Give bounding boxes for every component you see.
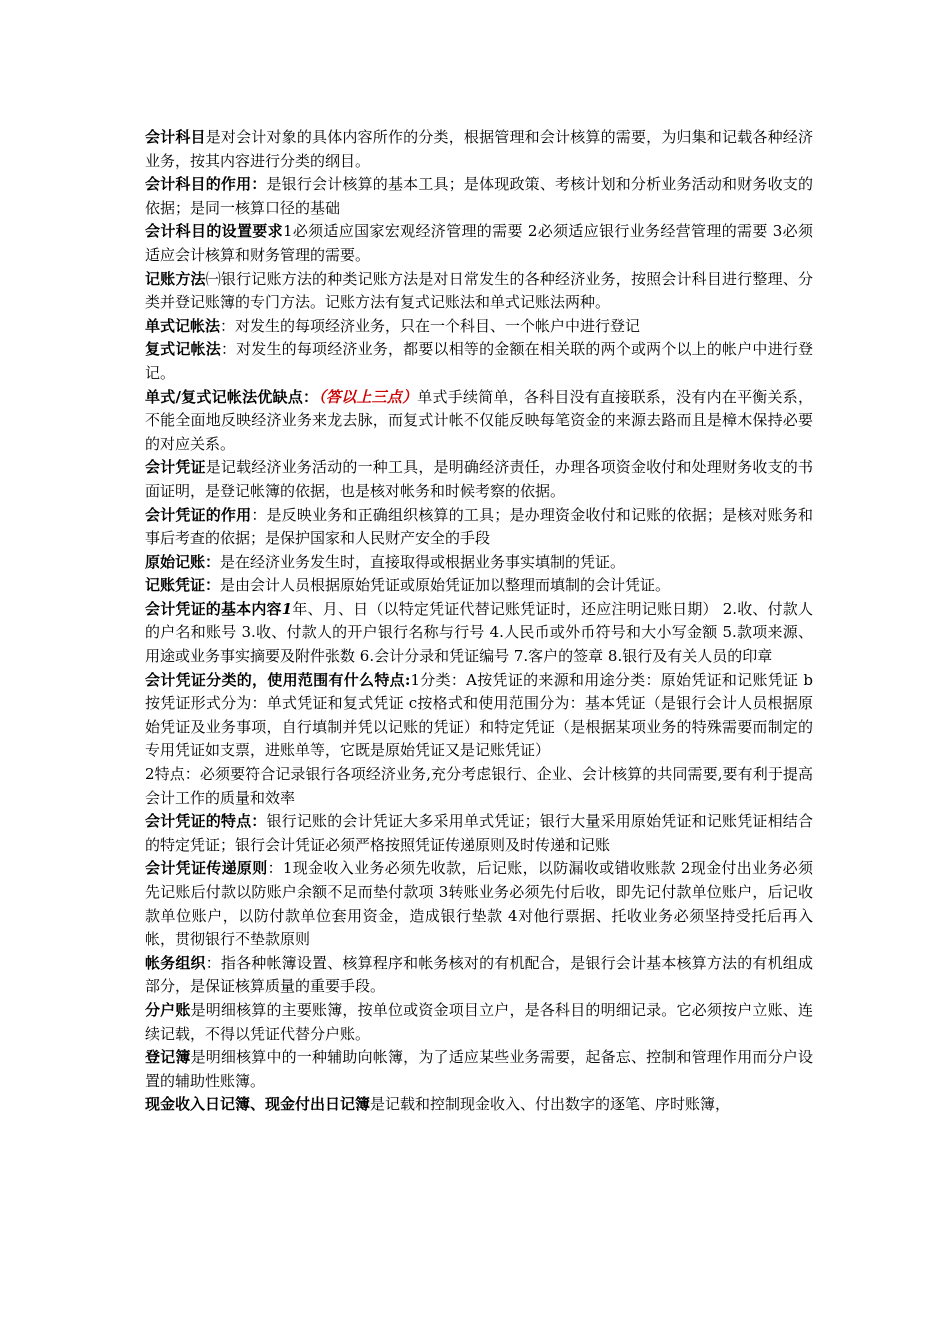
paragraph-cash-journal: [145, 1093, 813, 1117]
body-text: 是银行会计核算的基本工具；是体现政策、考核计划和分析业务活动和财务收支的依据；是同一核算口径的基础: [145, 175, 813, 217]
paragraph-subject-requirements: [145, 220, 813, 267]
paragraph-classification-features: [145, 763, 813, 810]
body-text: ㈠银行记账方法的种类记账方法是对日常发生的各种经济业务，按照会计科目进行整理、分类并登记账簿的专门方法。记账方法有复式记账法和单式记账法两种。: [145, 269, 813, 312]
body-text: 单式手续简单，各科目没有直接联系，没有内在平衡关系，不能全面地反映经济业务来龙去脉，而复式计帐不仅能反映每笔资金的来源去路而且是樟木保持必要的对应关系。: [145, 387, 813, 453]
term: 现金收入日记簿、现金付出日记簿: [145, 1095, 371, 1114]
term: 记账凭证：: [145, 576, 221, 595]
paragraph-voucher-classification: [145, 669, 813, 763]
paragraph-voucher-function: [145, 504, 813, 551]
body-text: ：指各种帐簿设置、核算程序和帐务核对的有机配合，是银行会计基本核算方法的有机组成部分，是保证核算质量的重要手段。: [145, 953, 813, 996]
answer-note: （答以上三点）: [318, 387, 418, 406]
body-text: 1必须适应国家宏观经济管理的需要 2必须适应银行业务经营管理的需要 3必须适应会计核算和财务管理的需要。: [145, 222, 813, 264]
body-text: 是在经济业务发生时，直接取得或根据业务事实填制的凭证。: [220, 552, 626, 571]
body-text: 年、月、日（以特定凭证代替记账凭证时，还应注明记账日期） 2.收、付款人的户名和账号 3.收、付款人的开户银行名称与行号 4.人民币或外币符号和大小写金额 5.款项来源、用途或业务事实摘要及附件张数 6.会计分录和凭证编号 7.客户的签章 8.银行及有关人员的印章: [145, 599, 813, 666]
paragraph-original-record: [145, 551, 813, 575]
body-text: ：对发生的每项经济业务，只在一个科目、一个帐户中进行登记: [220, 316, 641, 335]
paragraph-voucher: [145, 456, 813, 503]
body-text: 是记载经济业务活动的一种工具，是明确经济责任，办理各项资金收付和处理财务收支的书面证明，是登记帐簿的依据，也是核对帐务和时候考察的依据。: [145, 458, 813, 500]
paragraph-subject-function: [145, 173, 813, 220]
term: 记账方法: [145, 269, 206, 288]
term: 复式记帐法: [145, 340, 221, 359]
term: 登记簿: [145, 1048, 191, 1067]
paragraph-voucher-features: [145, 810, 813, 857]
term: 会计凭证的基本内容: [145, 599, 282, 618]
term: 单式/复式记帐法优缺点：: [145, 387, 319, 406]
term: 会计凭证的特点：: [145, 812, 267, 831]
body-text: 是记载和控制现金收入、付出数字的逐笔、序时账簿，: [370, 1095, 731, 1114]
document-page: [145, 126, 813, 1117]
term: 会计凭证的作用: [145, 505, 252, 524]
body-text: 是由会计人员根据原始凭证或原始凭证加以整理而填制的会计凭证。: [220, 576, 671, 595]
paragraph-double-entry: [145, 338, 813, 385]
body-text: 是对会计对象的具体内容所作的分类，根据管理和会计核算的需要，为归集和记载各种经济业务，按其内容进行分类的纲目。: [145, 128, 813, 170]
body-text: ：对发生的每项经济业务，都要以相等的金额在相关联的两个或两个以上的帐户中进行登记。: [145, 340, 813, 382]
paragraph-voucher-contents: [145, 598, 813, 669]
paragraph-accounting-subject: [145, 126, 813, 173]
term: 单式记帐法: [145, 316, 221, 335]
body-text: 2特点：必须要符合记录银行各项经济业务,充分考虑银行、企业、会计核算的共同需要,要有利于提高会计工作的质量和效率: [145, 765, 813, 807]
body-text: 1分类：A按凭证的来源和用途分类：原始凭证和记账凭证 b按凭证形式分为：单式凭证和复式凭证 c按格式和使用范围分为：基本凭证（是银行会计人员根据原始凭证及业务事项，自行填制并凭以记账的凭证）和特定凭证（是根据某项业务的特殊需要而制定的专用凭证如支票，进账单等，它既是原始凭证又是记账凭证）: [145, 670, 813, 760]
term: 会计科目的作用：: [145, 175, 267, 194]
term: 会计科目: [145, 128, 206, 146]
term: 帐务组织: [145, 953, 206, 972]
body-text: 是明细核算中的一种辅助向帐簿，为了适应某些业务需要，起备忘、控制和管理作用而分户设置的辅助性账簿。: [145, 1048, 813, 1090]
body-text: ：1现金收入业务必须先收款，后记账，以防漏收或错收账款 2现金付出业务必须先记账后付款以防账户余额不足而垫付款项 3转账业务必须先付后收，即先记付款单位账户，后记收款单位账户，以防付款单位套用资金，造成银行垫款 4对他行票据、托收业务必须坚持受托后再入帐，贯彻银行不垫款原则: [145, 859, 813, 949]
term: 会计凭证: [145, 458, 206, 477]
body-text: 是明细核算的主要账簿，按单位或资金项目立户，是各科目的明细记录。它必须按户立账、连续记载，不得以凭证代替分户账。: [145, 1000, 813, 1043]
paragraph-pros-cons: [145, 386, 813, 457]
paragraph-sub-ledger: [145, 999, 813, 1046]
body-text: ：是反映业务和正确组织核算的工具；是办理资金收付和记账的依据；是核对账务和事后考查的依据；是保护国家和人民财产安全的手段: [145, 505, 813, 548]
term: 会计凭证传递原则: [145, 859, 268, 878]
italic-number: 1: [281, 599, 293, 618]
body-text: 银行记账的会计凭证大多采用单式凭证；银行大量采用原始凭证和记账凭证相结合的特定凭证；银行会计凭证必须严格按照凭证传递原则及时传递和记账: [145, 812, 813, 854]
paragraph-account-organization: [145, 952, 813, 999]
term: 分户账: [145, 1000, 191, 1019]
term: 会计凭证分类的，使用范围有什么特点:: [145, 670, 411, 689]
term: 原始记账：: [145, 552, 221, 571]
paragraph-transfer-principles: [145, 857, 813, 951]
term: 会计科目的设置要求: [145, 222, 283, 241]
paragraph-register: [145, 1046, 813, 1093]
paragraph-bookkeeping-method: [145, 268, 813, 315]
paragraph-single-entry: [145, 315, 813, 339]
paragraph-bookkeeping-voucher: [145, 574, 813, 598]
